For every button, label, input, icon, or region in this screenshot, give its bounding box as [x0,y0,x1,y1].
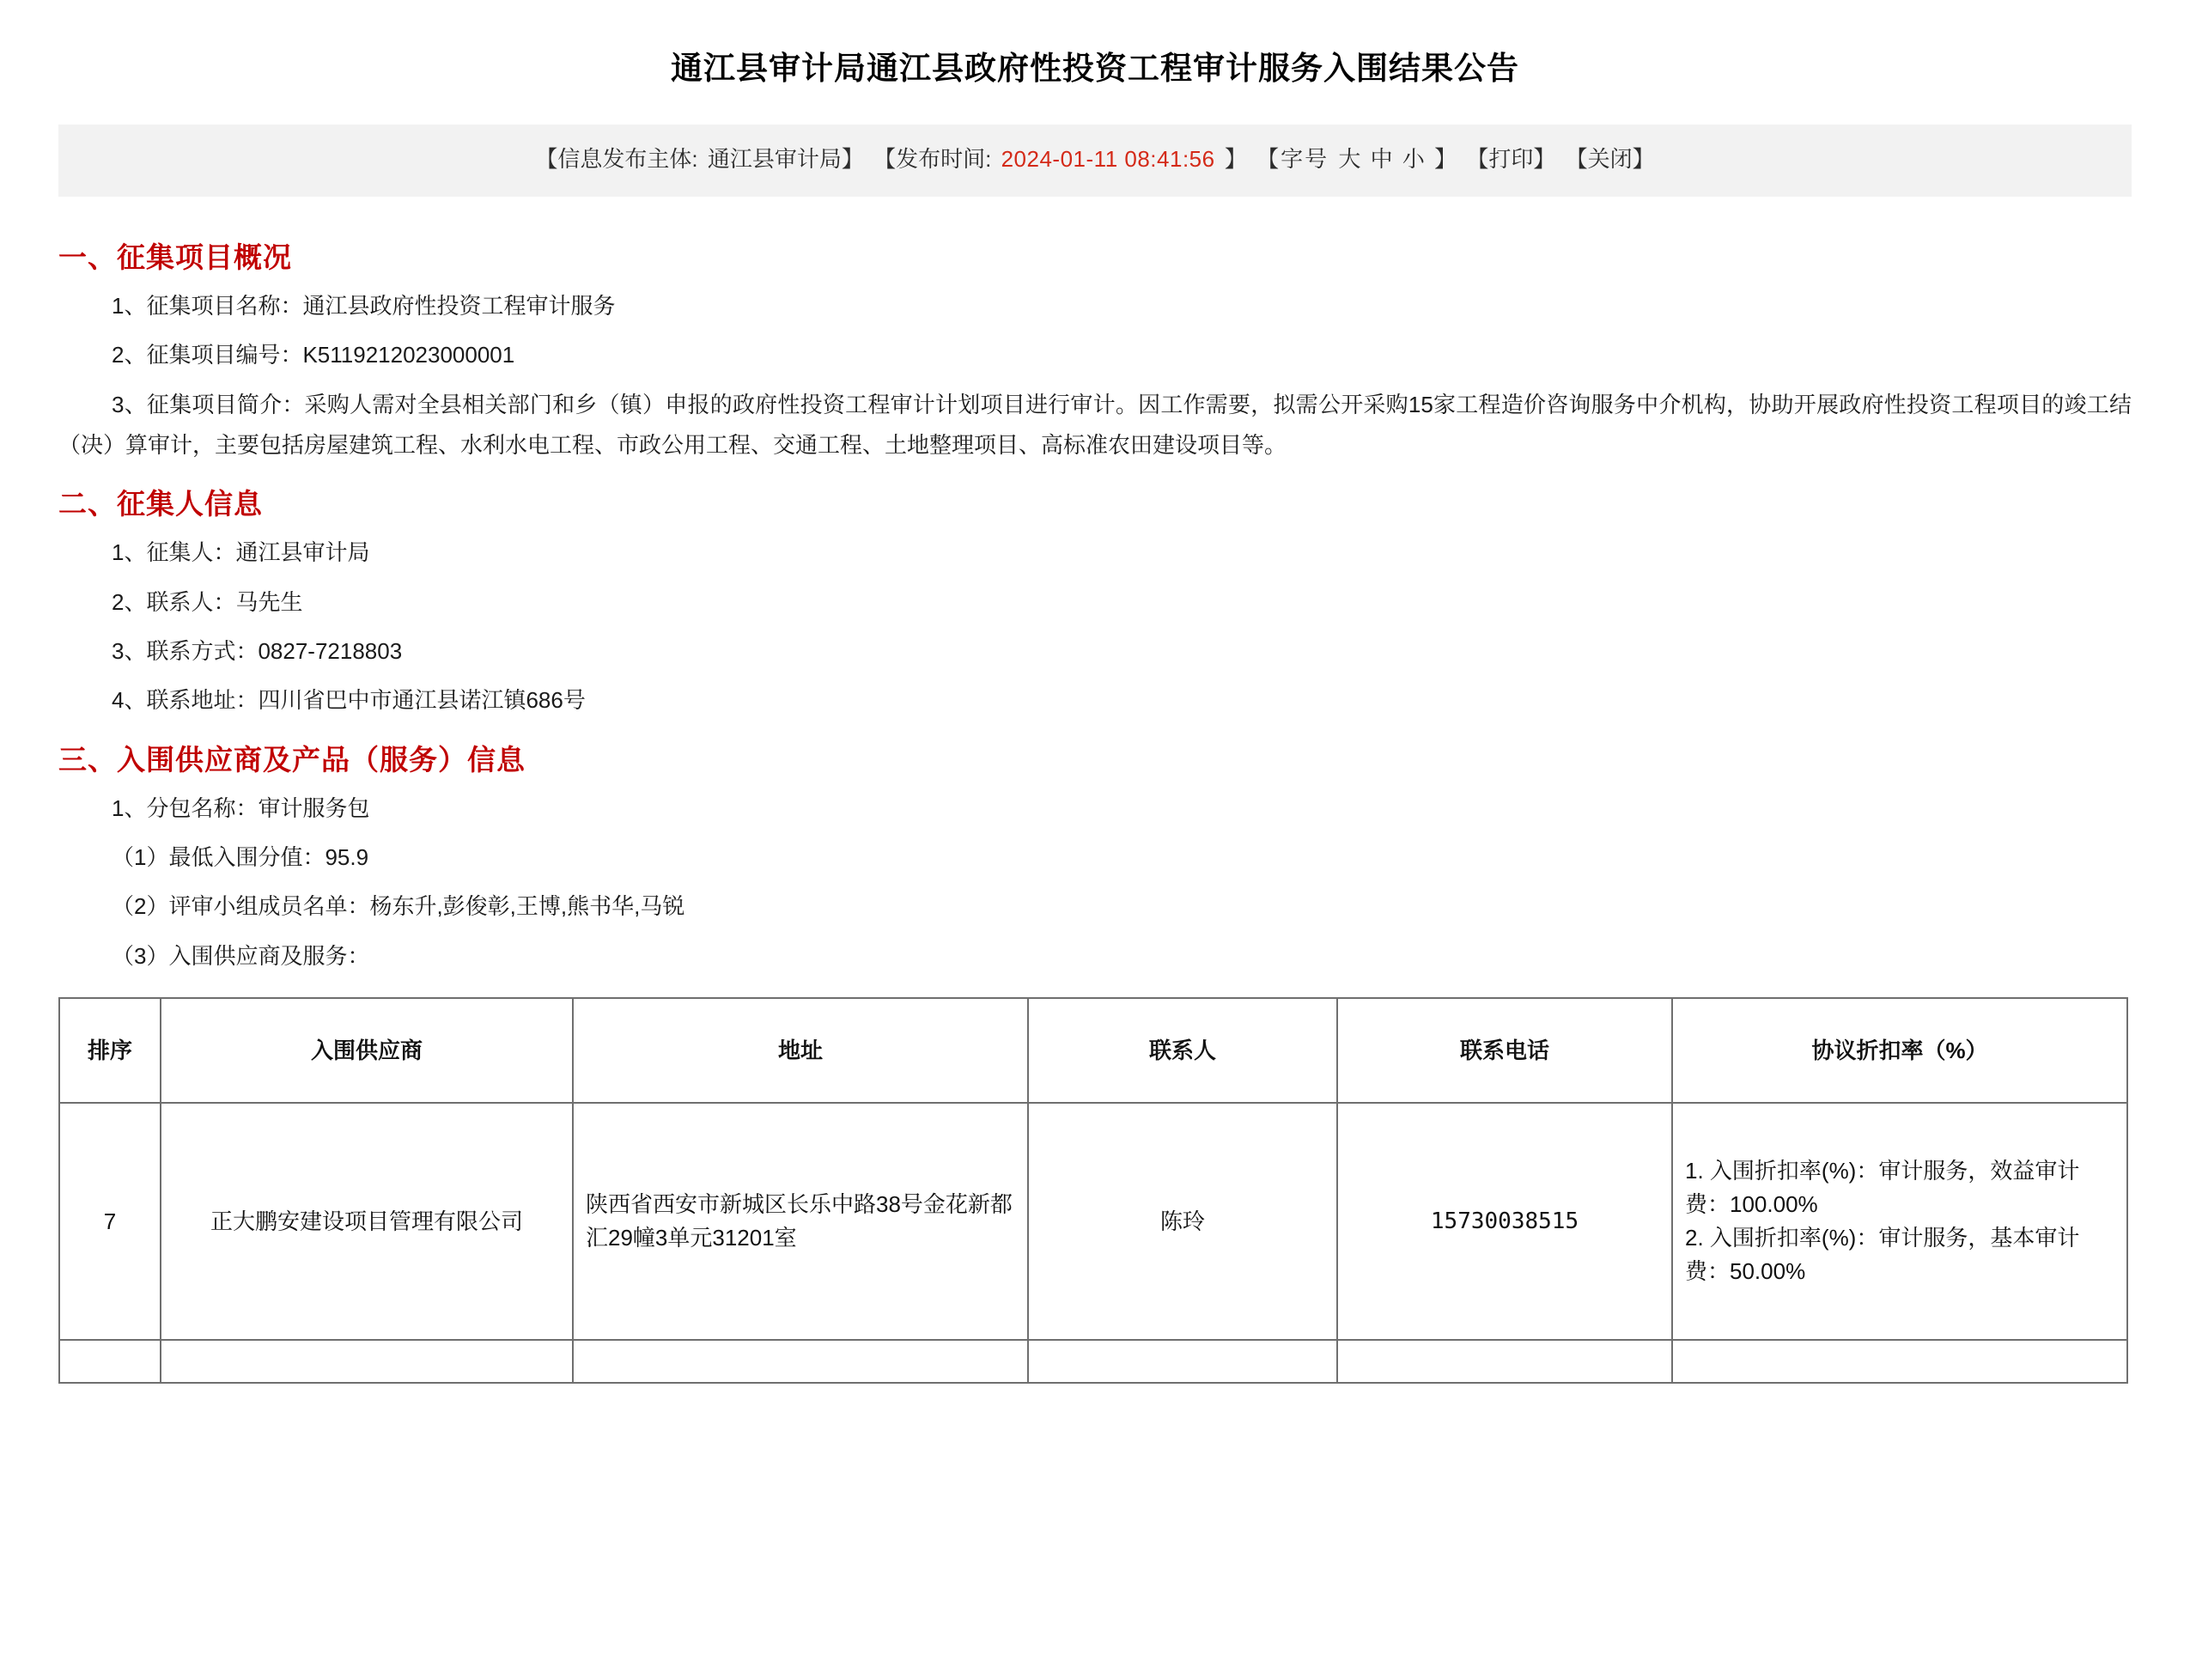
cell-rate-line-1: 1. 入围折扣率(%)：审计服务，效益审计费：100.00% [1685,1158,2080,1218]
cell-contact-empty [1028,1340,1337,1383]
section-1-item-2: 2、征集项目编号：K5119212023000001 [112,342,515,368]
section-heading-1: 一、征集项目概况 [58,240,292,273]
column-header-contact: 联系人 [1028,998,1337,1103]
section-1-item-3: 3、征集项目简介：采购人需对全县相关部门和乡（镇）申报的政府性投资工程审计计划项目进行审计。因工作需要，拟需公开采购15家工程造价咨询服务中介机构，协助开展政府性投资工程项目的竣工结（决）算审计，主要包括房屋建筑工程、水利水电工程、市政公用工程、交通工程、土地整理项目、高标准农田建设项目等。 [58,391,2132,458]
cell-rate [1672,1103,2127,1340]
font-size-close: 】 [1434,145,1457,172]
page-title: 通江县审计局通江县政府性投资工程审计服务入围结果公告 [671,51,1519,86]
section-2-item-4: 4、联系地址：四川省巴中市通江县诺江镇686号 [112,687,586,714]
publish-time-label: 【发布时间: [873,145,992,172]
cell-phone-empty [1337,1340,1672,1383]
cell-index: 7 [59,1103,161,1340]
section-2-item-3: 3、联系方式：0827-7218803 [112,637,403,664]
winning-suppliers-table [58,997,2128,1384]
cell-phone: 15730038515 [1337,1103,1672,1340]
font-size-small-button[interactable]: 小 [1402,145,1425,172]
table-header-row [59,998,2127,1103]
font-size-label: 【字号 [1256,145,1329,172]
section-heading-3: 三、入围供应商及产品（服务）信息 [58,743,526,776]
section-2-item-1: 1、征集人：通江县审计局 [112,539,370,566]
cell-supplier: 正大鹏安建设项目管理有限公司 [161,1103,573,1340]
cell-address: 陕西省西安市新城区长乐中路38号金花新都汇29幢3单元31201室 [573,1103,1028,1340]
print-button[interactable]: 【打印】 [1466,145,1556,172]
section-heading-2: 二、征集人信息 [58,488,263,520]
cell-rate-line-2: 2. 入围折扣率(%)：审计服务，基本审计费：50.00% [1685,1225,2080,1285]
cell-index-empty [59,1340,161,1383]
close-button[interactable]: 【关闭】 [1565,145,1655,172]
meta-bar [58,125,2132,197]
section-3-item-4: （3）入围供应商及服务： [112,942,370,969]
font-size-large-button[interactable]: 大 [1338,145,1361,172]
column-header-supplier: 入围供应商 [161,998,573,1103]
publisher-value: 通江县审计局】 [707,145,864,172]
cell-supplier-empty [161,1340,573,1383]
cell-address-empty [573,1340,1028,1383]
table-row [59,1103,2127,1340]
section-1-item-1: 1、征集项目名称：通江县政府性投资工程审计服务 [112,292,616,319]
publish-time-value: 2024-01-11 08:41:56 [1001,145,1215,172]
publish-time-close: 】 [1224,145,1247,172]
column-header-phone: 联系电话 [1337,998,1672,1103]
section-2-item-2: 2、联系人：马先生 [112,588,303,615]
section-3-item-2: （1）最低入围分值：95.9 [112,844,369,871]
section-3-item-3: （2）评审小组成员名单：杨东升,彭俊彰,王博,熊书华,马锐 [112,893,685,920]
column-header-address: 地址 [573,998,1028,1103]
section-3-item-1: 1、分包名称：审计服务包 [112,794,370,821]
document-content [0,197,2190,1418]
table-row-partial [59,1340,2127,1383]
cell-rate-empty [1672,1340,2127,1383]
publisher-label: 【信息发布主体: [535,145,698,172]
column-header-index: 排序 [59,998,161,1103]
cell-contact: 陈玲 [1028,1103,1337,1340]
font-size-medium-button[interactable]: 中 [1370,145,1393,172]
column-header-rate: 协议折扣率（%） [1672,998,2127,1103]
